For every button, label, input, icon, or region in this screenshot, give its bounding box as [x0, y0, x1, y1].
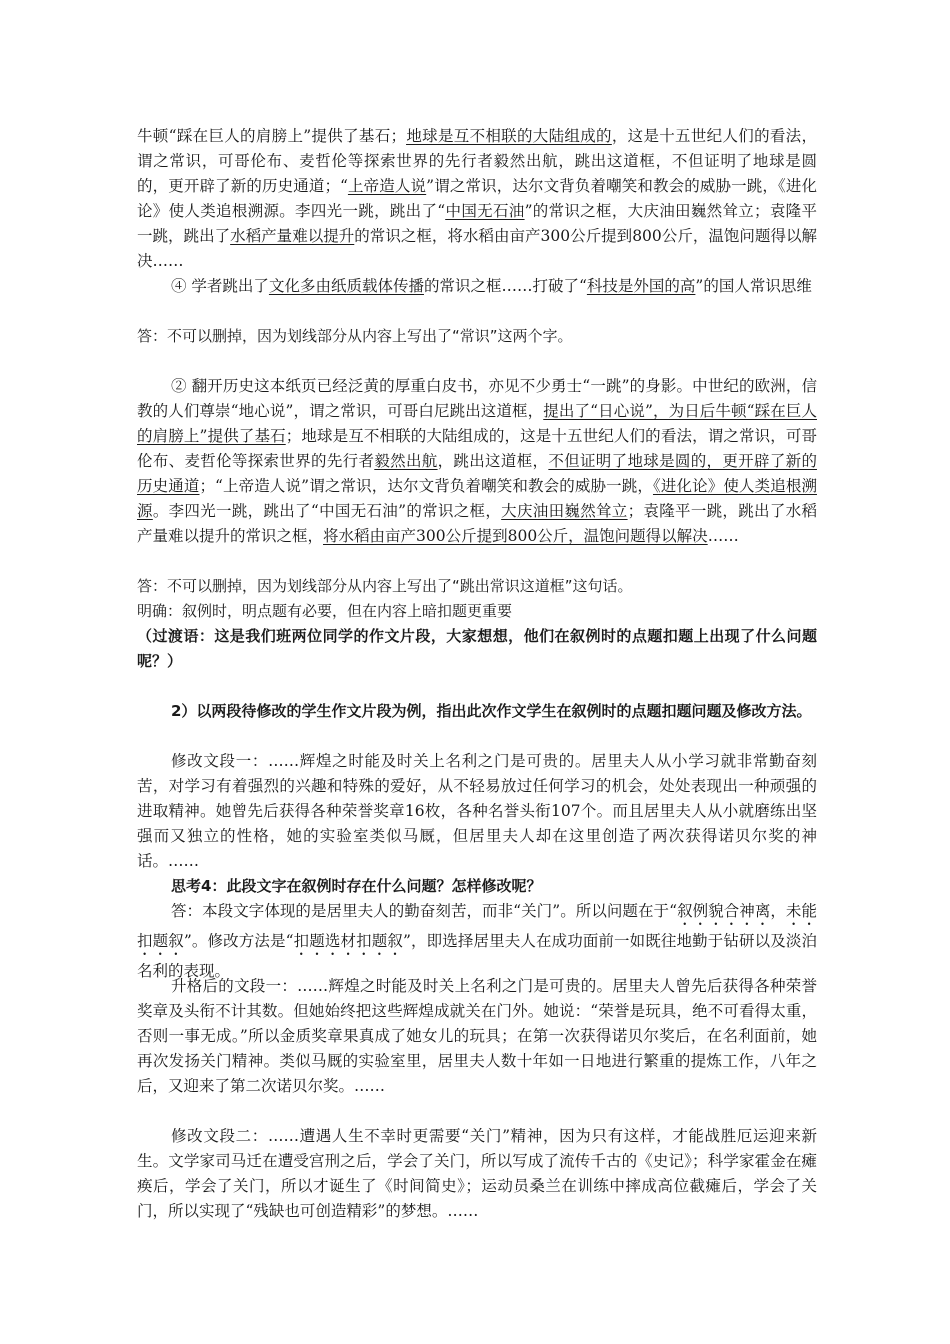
text-run: ，跳出这道框， [437, 452, 549, 470]
text-run: ”，即选择居里夫人在成功面前一如既往地勤于钻研以及淡泊名利的表现。 [137, 932, 817, 980]
text-run: ；“上帝造人说”谓之常识，达尔文背负着嘲笑和教会的威胁一跳， [199, 477, 653, 495]
emphasized-text: 叙例貌合神离，未能扣题叙 [137, 902, 817, 950]
underlined-text: 水稻产量难以提升 [230, 227, 355, 245]
underlined-text: 文化多由纸质载体传播 [268, 277, 424, 295]
underlined-text: 中国无石油 [445, 202, 525, 220]
underlined-text: 《进化论》使人类追根溯源 [137, 477, 817, 520]
underlined-text: 上帝造人说 [347, 177, 427, 195]
text-run: 答：本段文字体现的是居里夫人的勤奋刻苦，而非“关门”。所以问题在于“ [171, 902, 678, 920]
text-run: 牛顿“踩在巨人的肩膀上”提供了基石； [137, 127, 407, 145]
draft-paragraph-1: 修改文段一：……辉煌之时能及时关上名利之门是可贵的。居里夫人从小学习就非常勤奋刻苦，对学习有着强烈的兴趣和特殊的爱好，从不轻易放过任何学习的机会，处处表现出一种顽强的进取精神。她曾先后获得各种荣誉奖章16枚，各种名誉头衔107个。而且居里夫人从小就磨练出坚强而又独立的性格，她的实验室类似马厩，但居里夫人却在这里创造了两次获得诺贝尔奖的神话。…… [137, 752, 817, 870]
emphasized-text: 扣题选材扣题叙 [293, 932, 403, 950]
text-run: ”的国人常识思维 [695, 277, 812, 295]
paragraph-example-4 [137, 274, 817, 299]
text-run: 的常识之框，将水稻由亩产300公斤提到800公斤，温饱问题得以解决…… [137, 227, 817, 270]
text-run: ，这是十五世纪人们的看法，谓之常识，可哥伦布、麦哲伦等探索世界的先行者毅然出航，跳出这道框，不但证明了地球是圆的，更开辟了新的历史通道；“ [137, 127, 817, 195]
section-heading-2: 2）以两段待修改的学生作文片段为例，指出此次作文学生在叙例时的点题扣题问题及修改方法。 [171, 702, 812, 720]
text-run: ”。修改方法是“ [183, 932, 294, 950]
text-run: ② 翻开历史这本纸页已经泛黄的厚重白皮书，亦见不少勇士“一跳”的身影。中世纪的欧洲，信教的人们尊崇“地心说”，谓之常识，可哥白尼跳出这道框， [137, 377, 817, 420]
text-run: …… [707, 527, 739, 545]
text-run: ”谓之常识，达尔文背负着嘲笑和教会的威胁一跳，《进化论》使人类追根溯源。李四光一跳，跳出了“ [137, 177, 817, 220]
draft-paragraph-2: 修改文段二：……遭遇人生不幸时更需要“关门”精神，因为只有这样，才能战胜厄运迎来新生。文学家司马迁在遭受宫刑之后，学会了关门，所以写成了流传千古的《史记》；科学家霍金在瘫痪后，学会了关门，所以才诞生了《时间简史》；运动员桑兰在训练中摔成高位截瘫后，学会了关门，所以实现了“残缺也可创造精彩”的梦想。…… [137, 1127, 817, 1220]
text-run: ；袁隆平一跳，跳出了水稻产量难以提升的常识之框， [137, 502, 817, 545]
underlined-text: 不但证明了地球是圆的，更开辟了新的历史通道 [137, 452, 817, 495]
answer-3 [137, 899, 817, 984]
underlined-text: 地球是互不相联的大陆组成的 [406, 127, 612, 145]
paragraph-example-2 [137, 374, 817, 549]
text-run: 。李四光一跳，跳出了“中国无石油”的常识之框， [152, 502, 502, 520]
think-question-4: 思考4：此段文字在叙例时存在什么问题？怎样修改呢？ [171, 877, 542, 895]
underlined-text: 大庆油田巍然耸立 [501, 502, 628, 520]
answer-1: 答：不可以删掉，因为划线部分从内容上写出了“常识”这两个字。 [137, 327, 573, 345]
underlined-text: 科技是外国的高 [586, 277, 696, 295]
underlined-text: 毅然出航 [374, 452, 438, 470]
text-run: ④ 学者跳出了 [171, 277, 269, 295]
upgraded-paragraph-1: 升格后的文段一：……辉煌之时能及时关上名利之门是可贵的。居里夫人曾先后获得各种荣誉奖章及头衔不计其数。但她始终把这些辉煌成就关在门外。她说：“荣誉是玩具，绝不可看得太重，否则一事无成。”所以金质奖章果真成了她女儿的玩具；在第一次获得诺贝尔奖后，在名利面前，她再次发扬关门精神。类似马厩的实验室里，居里夫人数十年如一日地进行繁重的提炼工作，八年之后，又迎来了第二次诺贝尔奖。…… [137, 977, 817, 1095]
transition-note: （过渡语：这是我们班两位同学的作文片段，大家想想，他们在叙例时的点题扣题上出现了什么问题呢？） [137, 627, 817, 670]
underlined-text: 将水稻由亩产300公斤提到800公斤，温饱问题得以解决 [323, 527, 708, 545]
text-run: ；地球是互不相联的大陆组成的，这是十五世纪人们的看法，谓之常识，可哥伦布、麦哲伦等探索世界的先行者 [137, 427, 817, 470]
answer-2: 答：不可以删掉，因为划线部分从内容上写出了“跳出常识这道框”这句话。 [137, 577, 633, 595]
paragraph-example-continued [137, 124, 817, 274]
underlined-text: 提出了“日心说”，为日后牛顿“踩在巨人的肩膀上”提供了基石 [137, 402, 817, 445]
text-run: 的常识之框……打破了“ [423, 277, 587, 295]
clarification-note: 明确：叙例时，明点题有必要，但在内容上暗扣题更重要 [137, 602, 513, 620]
text-run: ”的常识之框，大庆油田巍然耸立；袁隆平一跳，跳出了 [137, 202, 817, 245]
